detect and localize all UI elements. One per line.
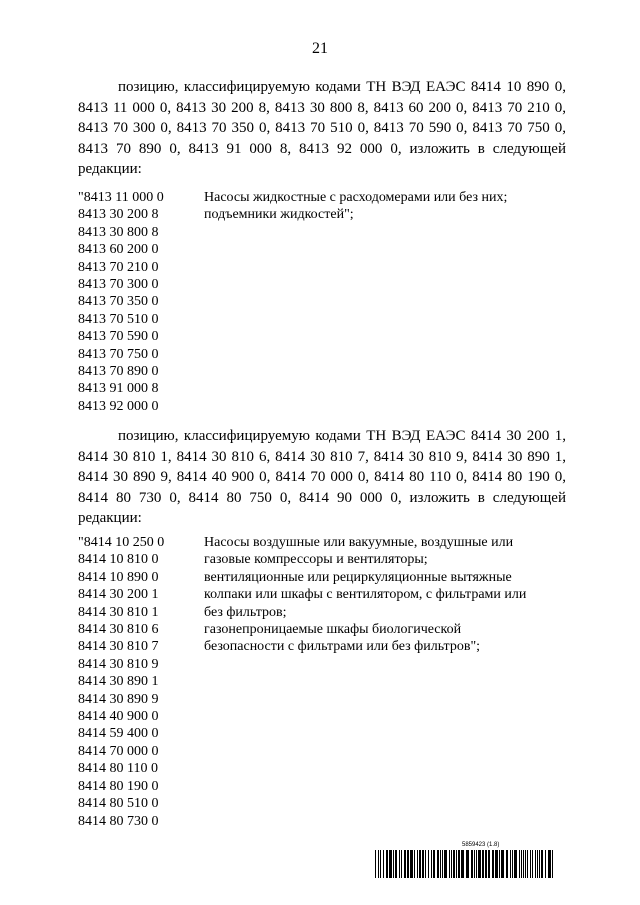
barcode-bar xyxy=(476,850,477,878)
barcode-bar xyxy=(393,850,394,878)
description-section2 xyxy=(204,534,564,656)
barcode-bar xyxy=(451,850,452,878)
barcode-bar xyxy=(417,850,418,878)
barcode-bar xyxy=(399,850,400,878)
barcode-bar xyxy=(444,850,447,878)
paragraph-line: редакции: xyxy=(78,510,142,526)
barcode-bar xyxy=(458,850,460,878)
barcode-bar xyxy=(449,850,450,878)
code-item: "8414 10 250 0 xyxy=(78,535,165,550)
code-item: 8414 80 730 0 xyxy=(78,813,159,829)
barcode-bar xyxy=(433,850,435,878)
barcode-bar xyxy=(380,850,381,878)
barcode-bar xyxy=(495,850,498,878)
barcode-bar xyxy=(428,850,429,878)
code-item: 8414 30 810 9 xyxy=(78,656,159,672)
code-item: 8413 30 200 8 xyxy=(78,207,159,223)
barcode-bar xyxy=(512,850,513,878)
barcode-bar xyxy=(431,850,432,878)
description-line: подъемники жидкостей"; xyxy=(204,207,354,223)
barcode-bar xyxy=(527,850,528,878)
paragraph-line: позицию, классифицируемую кодами ТН ВЭД ЕАЭС 8414 10 890 0, xyxy=(118,79,566,95)
barcode-bar xyxy=(442,850,443,878)
paragraph-line: позицию, классифицируемую кодами ТН ВЭД ЕАЭС 8414 30 200 1, xyxy=(118,428,566,444)
code-item: 8414 80 510 0 xyxy=(78,796,159,812)
barcode-bar xyxy=(419,850,421,878)
code-item: 8414 30 200 1 xyxy=(78,587,159,603)
barcode-bar xyxy=(492,850,494,878)
paragraph-line: 8413 70 300 0, 8413 70 350 0, 8413 70 510 0, 8413 70 590 0, 8413 70 750 0, xyxy=(78,120,566,136)
code-item: 8413 70 890 0 xyxy=(78,364,159,380)
barcode-bar xyxy=(395,850,397,878)
barcode-bar xyxy=(552,850,553,878)
paragraph-section1 xyxy=(78,77,566,180)
barcode-bar xyxy=(548,850,551,878)
barcode-bar xyxy=(523,850,524,878)
code-item: 8413 70 590 0 xyxy=(78,329,159,345)
barcode-bar xyxy=(525,850,526,878)
paragraph-line: 8414 80 730 0, 8414 80 750 0, 8414 90 000 0, изложить в следующей xyxy=(78,489,566,506)
description-section1 xyxy=(204,189,564,224)
barcode-bar xyxy=(532,850,533,878)
barcode-bar xyxy=(478,850,481,878)
barcode-bar xyxy=(389,850,392,878)
code-item: 8413 70 750 0 xyxy=(78,346,159,362)
code-item: 8413 91 000 8 xyxy=(78,381,159,397)
barcode-bar xyxy=(530,850,531,878)
barcode-bar xyxy=(453,850,455,878)
description-line: без фильтров; xyxy=(204,604,287,620)
paragraph-line: 8414 30 810 1, 8414 30 810 6, 8414 30 810 7, 8414 30 810 9, 8414 30 890 1, xyxy=(78,448,566,465)
barcode-bar xyxy=(537,850,538,878)
description-line: безопасности с фильтрами или без фильтров"; xyxy=(204,639,481,655)
code-list-section2 xyxy=(78,534,198,830)
barcode-bar xyxy=(482,850,484,878)
description-line: Насосы воздушные или вакуумные, воздушные или xyxy=(204,535,514,550)
barcode-bar xyxy=(440,850,441,878)
barcode-bar xyxy=(410,850,413,878)
code-item: 8413 70 300 0 xyxy=(78,277,159,293)
barcode-bar xyxy=(485,850,487,878)
barcode-bar xyxy=(461,850,464,878)
barcode-bar xyxy=(401,850,402,878)
code-item: 8414 10 890 0 xyxy=(78,569,159,585)
barcode-bar xyxy=(514,850,517,878)
paragraph-line: 8413 70 890 0, 8413 91 000 8, 8413 92 000 0, изложить в следующей xyxy=(78,140,566,157)
code-item: 8414 80 190 0 xyxy=(78,778,159,794)
barcode-bar xyxy=(386,850,388,878)
barcode-bar xyxy=(437,850,439,878)
barcode-bar xyxy=(422,850,424,878)
barcode-bar xyxy=(539,850,540,878)
barcode-bar xyxy=(519,850,520,878)
document-id: 5859423 (1.8) xyxy=(462,842,500,848)
barcode-bar xyxy=(510,850,511,878)
code-item: 8414 59 400 0 xyxy=(78,726,159,742)
barcode-bar xyxy=(545,850,546,878)
description-line: вентиляционные или рециркуляционные вытяжные xyxy=(204,569,512,585)
barcode-bar xyxy=(499,850,500,878)
description-line: газовые компрессоры и вентиляторы; xyxy=(204,552,428,568)
code-list-section1 xyxy=(78,189,198,415)
code-item: 8414 30 810 6 xyxy=(78,622,159,638)
code-item: 8414 30 890 1 xyxy=(78,674,159,690)
paragraph-line: 8414 30 890 9, 8414 40 900 0, 8414 70 000 0, 8414 80 110 0, 8414 80 190 0, xyxy=(78,469,566,485)
code-item: "8413 11 000 0 xyxy=(78,190,164,205)
code-item: 8413 70 510 0 xyxy=(78,311,159,327)
code-item: 8414 40 900 0 xyxy=(78,709,159,725)
barcode-bar xyxy=(501,850,504,878)
code-item: 8413 92 000 0 xyxy=(78,398,159,414)
code-item: 8414 30 810 1 xyxy=(78,604,159,620)
barcode-bar xyxy=(404,850,406,878)
barcode-bar xyxy=(414,850,415,878)
barcode-image xyxy=(375,850,555,878)
barcode-bar xyxy=(466,850,469,878)
barcode-bar xyxy=(378,850,379,878)
barcode-bar xyxy=(521,850,522,878)
code-item: 8414 30 810 7 xyxy=(78,639,159,655)
description-line: колпаки или шкафы с вентилятором, с фильтрами или xyxy=(204,587,527,603)
barcode-bar xyxy=(488,850,490,878)
paragraph-line: редакции: xyxy=(78,161,142,177)
barcode-bar xyxy=(383,850,384,878)
page-number: 21 xyxy=(312,40,328,57)
code-item: 8413 70 350 0 xyxy=(78,294,159,310)
barcode-bar xyxy=(535,850,536,878)
code-item: 8413 60 200 0 xyxy=(78,242,159,258)
barcode-bar xyxy=(541,850,543,878)
paragraph-line: 8413 11 000 0, 8413 30 200 8, 8413 30 800 8, 8413 60 200 0, 8413 70 210 0, xyxy=(78,99,566,116)
description-line: газонепроницаемые шкафы биологической xyxy=(204,622,462,638)
code-item: 8414 10 810 0 xyxy=(78,552,159,568)
barcode-bar xyxy=(471,850,473,878)
code-item: 8413 70 210 0 xyxy=(78,259,159,275)
code-item: 8414 70 000 0 xyxy=(78,743,159,759)
barcode-bar xyxy=(407,850,409,878)
code-item: 8414 30 890 9 xyxy=(78,691,159,707)
description-line: Насосы жидкостные с расходомерами или без них; xyxy=(204,190,508,205)
barcode-bar xyxy=(506,850,508,878)
code-item: 8414 80 110 0 xyxy=(78,761,158,777)
code-item: 8413 30 800 8 xyxy=(78,224,159,240)
paragraph-section2 xyxy=(78,426,566,529)
barcode-bar xyxy=(425,850,426,878)
barcode-bar xyxy=(474,850,475,878)
barcode-bar xyxy=(456,850,457,878)
barcode-bar xyxy=(375,850,376,878)
